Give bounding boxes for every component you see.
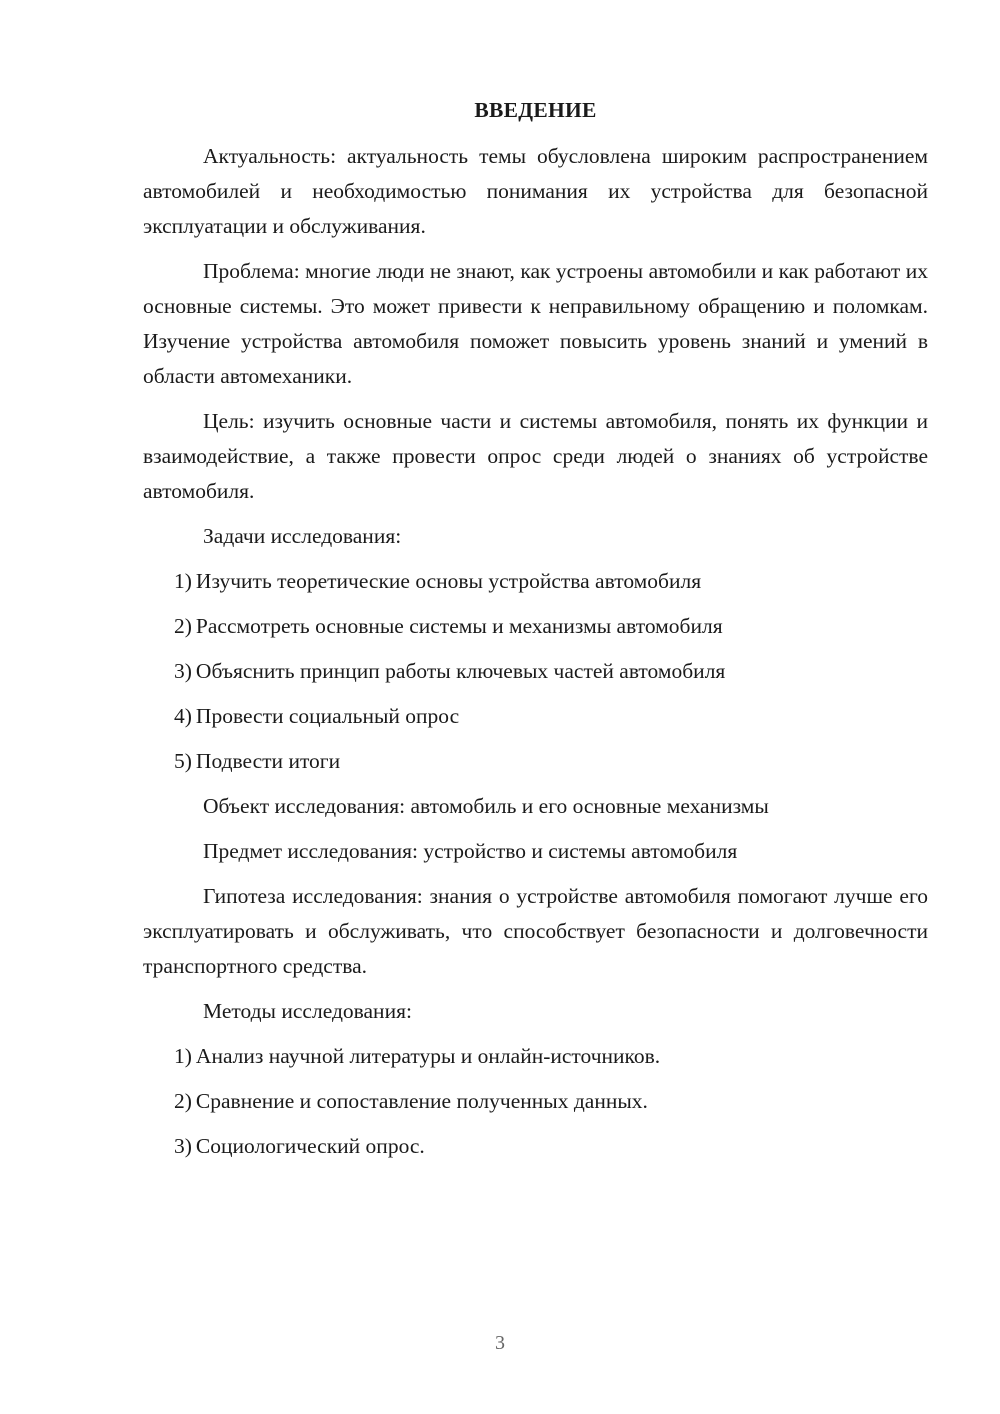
task-item	[143, 744, 928, 779]
goal-paragraph: Цель: изучить основные части и системы автомобиля, понять их функции и взаимодействие, а также провести опрос среди людей о знаниях об устройстве автомобиля.	[143, 409, 928, 503]
problem-paragraph: Проблема: многие люди не знают, как устроены автомобили и как работают их основные системы. Это может привести к неправильному обращению и поломкам. Изучение устройства автомобиля поможет повысить уровень знаний и умений в области автомеханики.	[143, 259, 928, 388]
task-item	[143, 609, 928, 644]
page-number: 3	[495, 1332, 505, 1354]
method-text: Сравнение и сопоставление полученных данных.	[195, 1089, 648, 1113]
research-object: Объект исследования: автомобиль и его основные механизмы	[203, 794, 769, 818]
tasks-list	[143, 564, 928, 779]
task-number: 5)	[174, 749, 192, 773]
task-item	[143, 564, 928, 599]
hypothesis-paragraph: Гипотеза исследования: знания о устройстве автомобиля помогают лучше его эксплуатировать и обслуживать, что способствует безопасности и долговечности транспортного средства.	[143, 884, 928, 978]
task-item	[143, 699, 928, 734]
task-number: 3)	[174, 659, 192, 683]
task-text: Подвести итоги	[195, 749, 341, 773]
research-subject: Предмет исследования: устройство и системы автомобиля	[203, 839, 738, 863]
task-number: 2)	[174, 614, 192, 638]
method-number: 1)	[174, 1044, 192, 1068]
relevance-paragraph: Актуальность: актуальность темы обусловлена широким распространением автомобилей и необходимостью понимания их устройства для безопасной эксплуатации и обслуживания.	[143, 144, 928, 238]
task-number: 4)	[174, 704, 192, 728]
methods-list	[143, 1039, 928, 1164]
method-text: Анализ научной литературы и онлайн-источников.	[195, 1044, 661, 1068]
method-item	[143, 1129, 928, 1164]
task-text: Провести социальный опрос	[195, 704, 460, 728]
task-text: Изучить теоретические основы устройства автомобиля	[195, 569, 702, 593]
method-text: Социологический опрос.	[195, 1134, 425, 1158]
page-title: ВВЕДЕНИЕ	[474, 98, 597, 122]
methods-heading: Методы исследования:	[203, 999, 412, 1023]
task-number: 1)	[174, 569, 192, 593]
task-item	[143, 654, 928, 689]
method-number: 3)	[174, 1134, 192, 1158]
method-item	[143, 1039, 928, 1074]
method-number: 2)	[174, 1089, 192, 1113]
method-item	[143, 1084, 928, 1119]
tasks-heading: Задачи исследования:	[203, 524, 402, 548]
task-text: Объяснить принцип работы ключевых частей автомобиля	[195, 659, 726, 683]
page-content	[143, 96, 928, 1174]
task-text: Рассмотреть основные системы и механизмы автомобиля	[195, 614, 723, 638]
